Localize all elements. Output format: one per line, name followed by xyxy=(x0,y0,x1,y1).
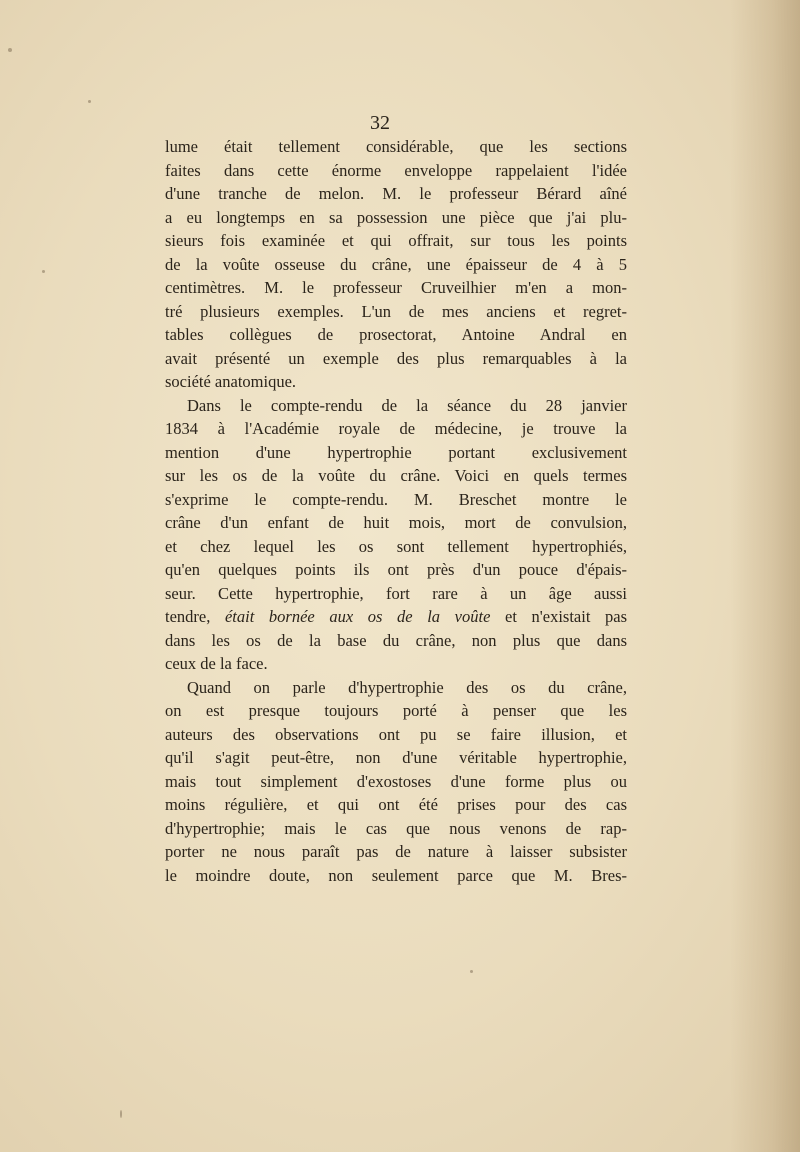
text-line: porter ne nous paraît pas de nature à laisser subsister xyxy=(165,842,627,861)
text-line: le moindre doute, non seulement parce que M. Bres- xyxy=(165,865,627,885)
paper-speck xyxy=(8,48,12,52)
text-line: Quand on parle d'hypertrophie des os du crâne, xyxy=(187,677,627,697)
page-number: 32 xyxy=(370,112,390,134)
text-line: moins régulière, et qui ont été prises pour des cas xyxy=(165,795,627,814)
paper-speck xyxy=(120,1110,122,1118)
text-line: tables collègues de prosectorat, Antoine Andral en xyxy=(165,325,627,344)
text-line: dans les os de la base du crâne, non plus que dans xyxy=(165,630,627,650)
text-line: qu'en quelques points ils ont près d'un pouce d'épais- xyxy=(165,560,627,579)
text-line: lume était tellement considérable, que les sections xyxy=(165,137,627,156)
text-line: de la voûte osseuse du crâne, une épaisseur de 4 à 5 xyxy=(165,254,627,274)
text-line: Dans le compte-rendu de la séance du 28 janvier xyxy=(187,395,627,415)
text-line xyxy=(165,605,627,629)
paper-speck xyxy=(42,270,45,273)
text-line: auteurs des observations ont pu se faire illusion, et xyxy=(165,724,627,744)
paper-speck xyxy=(88,100,91,103)
text-line: qu'il s'agit peut-être, non d'une véritable hypertrophie, xyxy=(165,748,627,767)
paper-speck xyxy=(470,970,473,973)
text-segment: et n'existait pas xyxy=(490,607,628,626)
italic-text-segment: était bornée aux os de la voûte xyxy=(224,607,491,626)
text-segment: tendre, xyxy=(165,607,225,626)
text-line: mais tout simplement d'exostoses d'une forme plus ou xyxy=(165,771,627,791)
body-text xyxy=(165,135,627,887)
text-line: d'une tranche de melon. M. le professeur Bérard aîné xyxy=(165,184,627,203)
text-line: ceux de la face. xyxy=(165,654,268,673)
text-line: a eu longtemps en sa possession une pièce que j'ai plu- xyxy=(165,207,627,227)
text-line: seur. Cette hypertrophie, fort rare à un âge aussi xyxy=(165,583,627,603)
text-line: sur les os de la voûte du crâne. Voici en quels termes xyxy=(165,466,627,485)
text-line: sieurs fois examinée et qui offrait, sur tous les points xyxy=(165,231,627,250)
page-gutter-shadow xyxy=(730,0,800,1152)
text-line: société anatomique. xyxy=(165,372,297,391)
text-line: d'hypertrophie; mais le cas que nous venons de rap- xyxy=(165,818,627,838)
text-line: s'exprime le compte-rendu. M. Breschet montre le xyxy=(165,489,627,509)
text-line: crâne d'un enfant de huit mois, mort de convulsion, xyxy=(165,513,627,532)
text-line: avait présenté un exemple des plus remarquables à la xyxy=(165,348,627,368)
text-line: faites dans cette énorme enveloppe rappelaient l'idée xyxy=(165,160,627,180)
text-line: 1834 à l'Académie royale de médecine, je trouve la xyxy=(165,419,627,438)
text-line: on est presque toujours porté à penser que les xyxy=(165,701,627,720)
text-line: mention d'une hypertrophie portant exclusivement xyxy=(165,442,627,462)
text-line: tré plusieurs exemples. L'un de mes anciens et regret- xyxy=(165,301,627,321)
text-line: centimètres. M. le professeur Cruveilhier m'en a mon- xyxy=(165,278,627,297)
text-line: et chez lequel les os sont tellement hypertrophiés, xyxy=(165,536,627,556)
